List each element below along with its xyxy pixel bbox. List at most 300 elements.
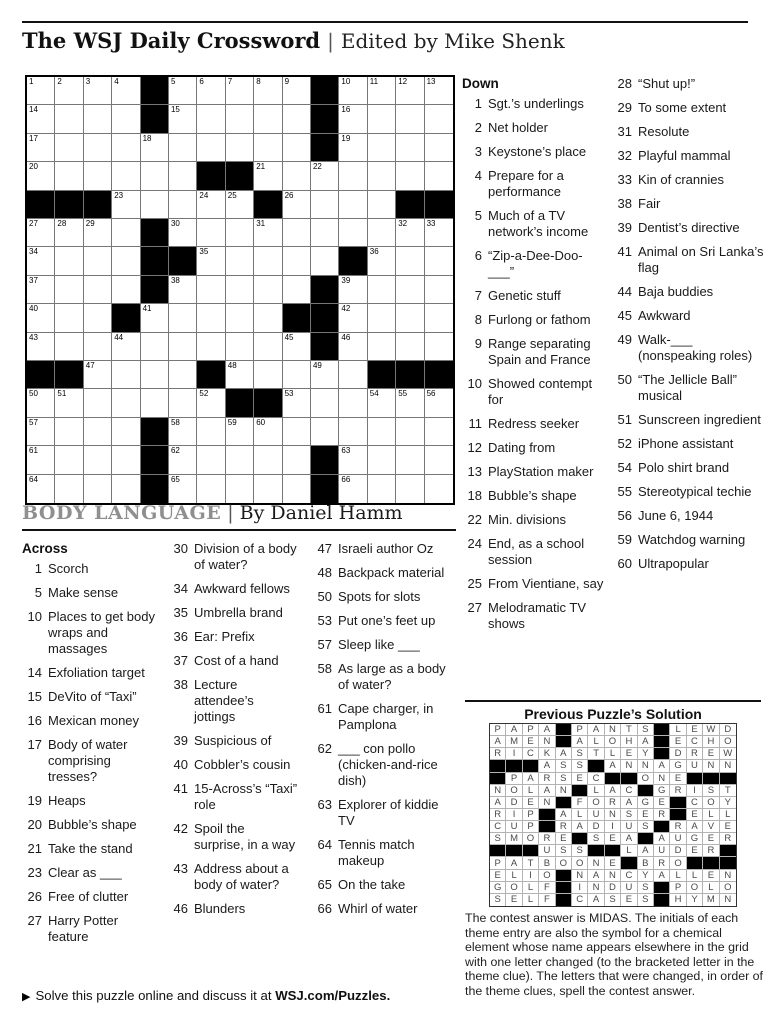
white-square[interactable] [55, 304, 83, 332]
white-square[interactable] [84, 276, 112, 304]
solution-black-square [621, 857, 637, 869]
white-square[interactable] [396, 219, 424, 247]
white-square[interactable] [55, 77, 83, 105]
white-square[interactable] [197, 304, 225, 332]
white-square[interactable] [197, 219, 225, 247]
solution-letter-square: L [523, 894, 539, 906]
white-square[interactable] [339, 475, 367, 503]
white-square[interactable] [339, 105, 367, 133]
white-square[interactable] [112, 162, 140, 190]
white-square[interactable] [339, 304, 367, 332]
white-square[interactable] [84, 162, 112, 190]
square-number: 27 [29, 218, 38, 228]
white-square[interactable] [169, 418, 197, 446]
white-square[interactable] [368, 105, 396, 133]
white-square[interactable] [283, 162, 311, 190]
square-number: 28 [57, 218, 67, 228]
white-square[interactable] [169, 162, 197, 190]
solution-letter-square: O [687, 882, 703, 894]
white-square[interactable] [396, 389, 424, 417]
white-square[interactable] [226, 77, 254, 105]
white-square[interactable] [112, 446, 140, 474]
white-square[interactable] [112, 475, 140, 503]
white-square[interactable] [169, 219, 197, 247]
white-square[interactable] [84, 446, 112, 474]
white-square[interactable] [226, 333, 254, 361]
black-square [283, 304, 311, 332]
white-square[interactable] [197, 276, 225, 304]
white-square[interactable] [339, 418, 367, 446]
white-square[interactable] [425, 333, 453, 361]
white-square[interactable] [84, 361, 112, 389]
solution-letter-square: W [720, 748, 736, 760]
white-square[interactable] [425, 389, 453, 417]
white-square[interactable] [197, 333, 225, 361]
white-square[interactable] [339, 276, 367, 304]
solution-black-square [654, 724, 670, 736]
solution-letter-square: R [720, 833, 736, 845]
puzzle-byline: By Daniel Hamm [239, 502, 403, 524]
white-square[interactable] [27, 418, 55, 446]
clue-number: 58 [317, 661, 332, 676]
white-square[interactable] [339, 389, 367, 417]
white-square[interactable] [425, 418, 453, 446]
white-square[interactable] [425, 446, 453, 474]
white-square[interactable] [197, 77, 225, 105]
solution-letter-square: O [506, 882, 522, 894]
white-square[interactable] [254, 418, 282, 446]
white-square[interactable] [368, 418, 396, 446]
white-square[interactable] [311, 389, 339, 417]
white-square[interactable] [396, 77, 424, 105]
white-square[interactable] [169, 333, 197, 361]
white-square[interactable] [112, 77, 140, 105]
black-square [141, 446, 169, 474]
white-square[interactable] [425, 134, 453, 162]
clue-number: 8 [474, 312, 482, 327]
white-square[interactable] [368, 446, 396, 474]
across-clue-47 [312, 541, 448, 557]
clue-text: Ear: Prefix [194, 629, 255, 644]
solution-letter-square: E [490, 870, 506, 882]
solution-black-square [506, 845, 522, 857]
white-square[interactable] [339, 219, 367, 247]
white-square[interactable] [226, 134, 254, 162]
solution-letter-square: Y [638, 748, 654, 760]
white-square[interactable] [27, 219, 55, 247]
white-square[interactable] [283, 105, 311, 133]
white-square[interactable] [396, 105, 424, 133]
black-square [311, 77, 339, 105]
white-square[interactable] [425, 219, 453, 247]
white-square[interactable] [55, 105, 83, 133]
clue-text: Fair [638, 196, 661, 211]
white-square[interactable] [55, 446, 83, 474]
square-number: 47 [85, 360, 95, 370]
clue-text: Playful mammal [638, 148, 731, 163]
clue-text: Cape charger, in Pamplona [338, 701, 434, 732]
black-square [112, 304, 140, 332]
white-square[interactable] [311, 219, 339, 247]
across-clue-23 [22, 865, 160, 881]
white-square[interactable] [396, 333, 424, 361]
solution-letter-square: L [523, 882, 539, 894]
white-square[interactable] [197, 446, 225, 474]
white-square[interactable] [368, 276, 396, 304]
white-square[interactable] [396, 446, 424, 474]
square-number: 1 [29, 77, 34, 86]
white-square[interactable] [368, 389, 396, 417]
black-square [425, 191, 453, 219]
white-square[interactable] [311, 162, 339, 190]
white-square[interactable] [27, 333, 55, 361]
clue-text: Israeli author Oz [338, 541, 434, 556]
clue-text: Net holder [488, 120, 548, 135]
white-square[interactable] [311, 191, 339, 219]
white-square[interactable] [254, 77, 282, 105]
white-square[interactable] [283, 333, 311, 361]
white-square[interactable] [197, 389, 225, 417]
white-square[interactable] [169, 134, 197, 162]
white-square[interactable] [311, 418, 339, 446]
down-clue-12 [462, 440, 608, 456]
solution-black-square [490, 773, 506, 785]
clue-number: 22 [467, 512, 482, 527]
white-square[interactable] [226, 276, 254, 304]
white-square[interactable] [226, 219, 254, 247]
white-square[interactable] [226, 446, 254, 474]
clue-number: 44 [617, 284, 632, 299]
white-square[interactable] [27, 105, 55, 133]
white-square[interactable] [112, 333, 140, 361]
white-square[interactable] [169, 304, 197, 332]
white-square[interactable] [112, 134, 140, 162]
white-square[interactable] [141, 361, 169, 389]
white-square[interactable] [368, 219, 396, 247]
white-square[interactable] [339, 134, 367, 162]
white-square[interactable] [84, 105, 112, 133]
white-square[interactable] [283, 389, 311, 417]
solution-letter-square: P [523, 724, 539, 736]
black-square [27, 191, 55, 219]
white-square[interactable] [254, 276, 282, 304]
white-square[interactable] [84, 475, 112, 503]
clue-text: Resolute [638, 124, 690, 139]
white-square[interactable] [368, 333, 396, 361]
solution-letter-square: D [720, 724, 736, 736]
solution-letter-square: R [490, 809, 506, 821]
white-square[interactable] [396, 304, 424, 332]
solution-letter-square: U [588, 809, 604, 821]
white-square[interactable] [84, 77, 112, 105]
white-square[interactable] [396, 475, 424, 503]
solution-letter-square: N [588, 882, 604, 894]
clue-number: 53 [317, 613, 332, 628]
white-square[interactable] [169, 475, 197, 503]
solution-black-square [556, 736, 572, 748]
clue-text: ___ con pollo (chicken-and-rice dish) [338, 741, 438, 788]
white-square[interactable] [283, 219, 311, 247]
white-square[interactable] [254, 162, 282, 190]
solution-letter-square: S [490, 833, 506, 845]
white-square[interactable] [84, 389, 112, 417]
white-square[interactable] [283, 191, 311, 219]
solution-letter-square: O [605, 736, 621, 748]
white-square[interactable] [197, 191, 225, 219]
square-number: 25 [227, 190, 237, 200]
white-square[interactable] [55, 162, 83, 190]
solution-letter-square: A [490, 797, 506, 809]
across-clue-27 [22, 913, 160, 945]
white-square[interactable] [141, 162, 169, 190]
white-square[interactable] [339, 333, 367, 361]
white-square[interactable] [141, 191, 169, 219]
white-square[interactable] [254, 134, 282, 162]
white-square[interactable] [283, 361, 311, 389]
white-square[interactable] [55, 418, 83, 446]
white-square[interactable] [197, 105, 225, 133]
solution-letter-square: L [670, 724, 686, 736]
white-square[interactable] [27, 475, 55, 503]
white-square[interactable] [283, 418, 311, 446]
white-square[interactable] [55, 134, 83, 162]
solution-black-square [490, 760, 506, 772]
white-square[interactable] [55, 333, 83, 361]
white-square[interactable] [339, 446, 367, 474]
white-square[interactable] [254, 219, 282, 247]
white-square[interactable] [396, 276, 424, 304]
white-square[interactable] [169, 361, 197, 389]
white-square[interactable] [169, 389, 197, 417]
white-square[interactable] [226, 418, 254, 446]
white-square[interactable] [112, 276, 140, 304]
black-square [169, 247, 197, 275]
white-square[interactable] [169, 105, 197, 133]
clue-text: To some extent [638, 100, 727, 115]
solution-letter-square: R [539, 773, 555, 785]
white-square[interactable] [283, 475, 311, 503]
square-number: 22 [312, 162, 322, 172]
solution-letter-square: O [638, 773, 654, 785]
clue-number: 24 [467, 536, 482, 551]
white-square[interactable] [55, 389, 83, 417]
square-number: 62 [170, 446, 180, 456]
white-square[interactable] [425, 162, 453, 190]
white-square[interactable] [226, 105, 254, 133]
black-square [226, 162, 254, 190]
white-square[interactable] [112, 247, 140, 275]
clue-number: 50 [617, 372, 632, 387]
clue-text: Dating from [488, 440, 556, 455]
white-square[interactable] [226, 191, 254, 219]
white-square[interactable] [368, 304, 396, 332]
square-number: 64 [29, 474, 38, 484]
clue-text: Genetic stuff [488, 288, 561, 303]
white-square[interactable] [254, 446, 282, 474]
white-square[interactable] [283, 134, 311, 162]
clue-number: 16 [27, 713, 42, 728]
white-square[interactable] [112, 105, 140, 133]
down-clue-59 [612, 532, 764, 548]
solution-letter-square: S [588, 833, 604, 845]
white-square[interactable] [226, 247, 254, 275]
white-square[interactable] [254, 361, 282, 389]
white-square[interactable] [27, 276, 55, 304]
white-square[interactable] [339, 191, 367, 219]
white-square[interactable] [339, 77, 367, 105]
solution-letter-square: S [703, 785, 719, 797]
solution-letter-square: U [687, 760, 703, 772]
clue-text: Stereotypical techie [638, 484, 752, 499]
white-square[interactable] [169, 77, 197, 105]
white-square[interactable] [254, 333, 282, 361]
solution-letter-square: N [490, 785, 506, 797]
clue-text: Bubble’s shape [48, 817, 137, 832]
white-square[interactable] [55, 219, 83, 247]
solution-letter-square: A [539, 760, 555, 772]
white-square[interactable] [197, 475, 225, 503]
down-clues-column-1 [462, 96, 608, 640]
white-square[interactable] [169, 276, 197, 304]
white-square[interactable] [368, 134, 396, 162]
white-square[interactable] [84, 134, 112, 162]
white-square[interactable] [84, 219, 112, 247]
white-square[interactable] [84, 247, 112, 275]
white-square[interactable] [84, 333, 112, 361]
solution-letter-square: U [506, 821, 522, 833]
solution-letter-square: T [720, 785, 736, 797]
white-square[interactable] [368, 77, 396, 105]
white-square[interactable] [254, 304, 282, 332]
white-square[interactable] [283, 247, 311, 275]
solution-letter-square: A [638, 845, 654, 857]
square-number: 46 [341, 332, 351, 342]
white-square[interactable] [27, 389, 55, 417]
white-square[interactable] [254, 105, 282, 133]
solution-letter-square: O [720, 736, 736, 748]
white-square[interactable] [84, 418, 112, 446]
solution-letter-square: C [490, 821, 506, 833]
across-clue-39 [168, 733, 298, 749]
white-square[interactable] [339, 162, 367, 190]
white-square[interactable] [84, 304, 112, 332]
white-square[interactable] [425, 304, 453, 332]
white-square[interactable] [396, 247, 424, 275]
square-number: 6 [199, 77, 204, 86]
square-number: 18 [142, 133, 152, 143]
solution-letter-square: O [703, 797, 719, 809]
clue-number: 10 [467, 376, 482, 391]
white-square[interactable] [27, 77, 55, 105]
white-square[interactable] [396, 162, 424, 190]
white-square[interactable] [368, 247, 396, 275]
white-square[interactable] [425, 105, 453, 133]
clue-text: Division of a body of water? [194, 541, 297, 572]
solution-letter-square: A [556, 748, 572, 760]
down-clue-8 [462, 312, 608, 328]
white-square[interactable] [112, 389, 140, 417]
white-square[interactable] [112, 219, 140, 247]
solution-letter-square: A [638, 736, 654, 748]
white-square[interactable] [311, 247, 339, 275]
solution-letter-square: E [670, 773, 686, 785]
white-square[interactable] [55, 475, 83, 503]
white-square[interactable] [283, 77, 311, 105]
white-square[interactable] [197, 247, 225, 275]
white-square[interactable] [339, 361, 367, 389]
solution-black-square [654, 821, 670, 833]
white-square[interactable] [197, 134, 225, 162]
solution-letter-square: N [539, 736, 555, 748]
white-square[interactable] [141, 134, 169, 162]
white-square[interactable] [283, 446, 311, 474]
across-clue-64 [312, 837, 448, 869]
white-square[interactable] [112, 418, 140, 446]
across-clue-53 [312, 613, 448, 629]
square-number: 41 [142, 304, 152, 314]
white-square[interactable] [27, 134, 55, 162]
solution-letter-square: A [621, 797, 637, 809]
clue-number: 27 [467, 600, 482, 615]
white-square[interactable] [396, 418, 424, 446]
white-square[interactable] [27, 247, 55, 275]
solution-letter-square: L [572, 809, 588, 821]
white-square[interactable] [169, 446, 197, 474]
white-square[interactable] [112, 361, 140, 389]
white-square[interactable] [55, 276, 83, 304]
white-square[interactable] [311, 361, 339, 389]
white-square[interactable] [55, 247, 83, 275]
white-square[interactable] [226, 304, 254, 332]
white-square[interactable] [141, 333, 169, 361]
clue-text: Watchdog warning [638, 532, 746, 547]
white-square[interactable] [197, 418, 225, 446]
clue-number: 10 [27, 609, 42, 624]
white-square[interactable] [141, 304, 169, 332]
white-square[interactable] [368, 191, 396, 219]
white-square[interactable] [226, 475, 254, 503]
down-clue-3 [462, 144, 608, 160]
white-square[interactable] [226, 361, 254, 389]
white-square[interactable] [112, 191, 140, 219]
solution-letter-square: N [720, 870, 736, 882]
white-square[interactable] [27, 446, 55, 474]
white-square[interactable] [27, 304, 55, 332]
white-square[interactable] [425, 247, 453, 275]
solution-letter-square: Y [720, 797, 736, 809]
white-square[interactable] [396, 134, 424, 162]
white-square[interactable] [254, 247, 282, 275]
square-number: 53 [284, 389, 294, 399]
wsj-puzzles-link[interactable]: WSJ.com/Puzzles. [275, 988, 391, 1003]
solution-letter-square: O [506, 785, 522, 797]
clue-text: “The Jellicle Ball” musical [638, 372, 737, 403]
white-square[interactable] [368, 162, 396, 190]
white-square[interactable] [425, 77, 453, 105]
white-square[interactable] [425, 475, 453, 503]
white-square[interactable] [141, 389, 169, 417]
white-square[interactable] [254, 475, 282, 503]
white-square[interactable] [283, 276, 311, 304]
white-square[interactable] [425, 276, 453, 304]
white-square[interactable] [27, 162, 55, 190]
square-number: 34 [29, 247, 38, 257]
white-square[interactable] [368, 475, 396, 503]
down-clue-1 [462, 96, 608, 112]
white-square[interactable] [169, 191, 197, 219]
footer [22, 988, 390, 1003]
black-square [84, 191, 112, 219]
